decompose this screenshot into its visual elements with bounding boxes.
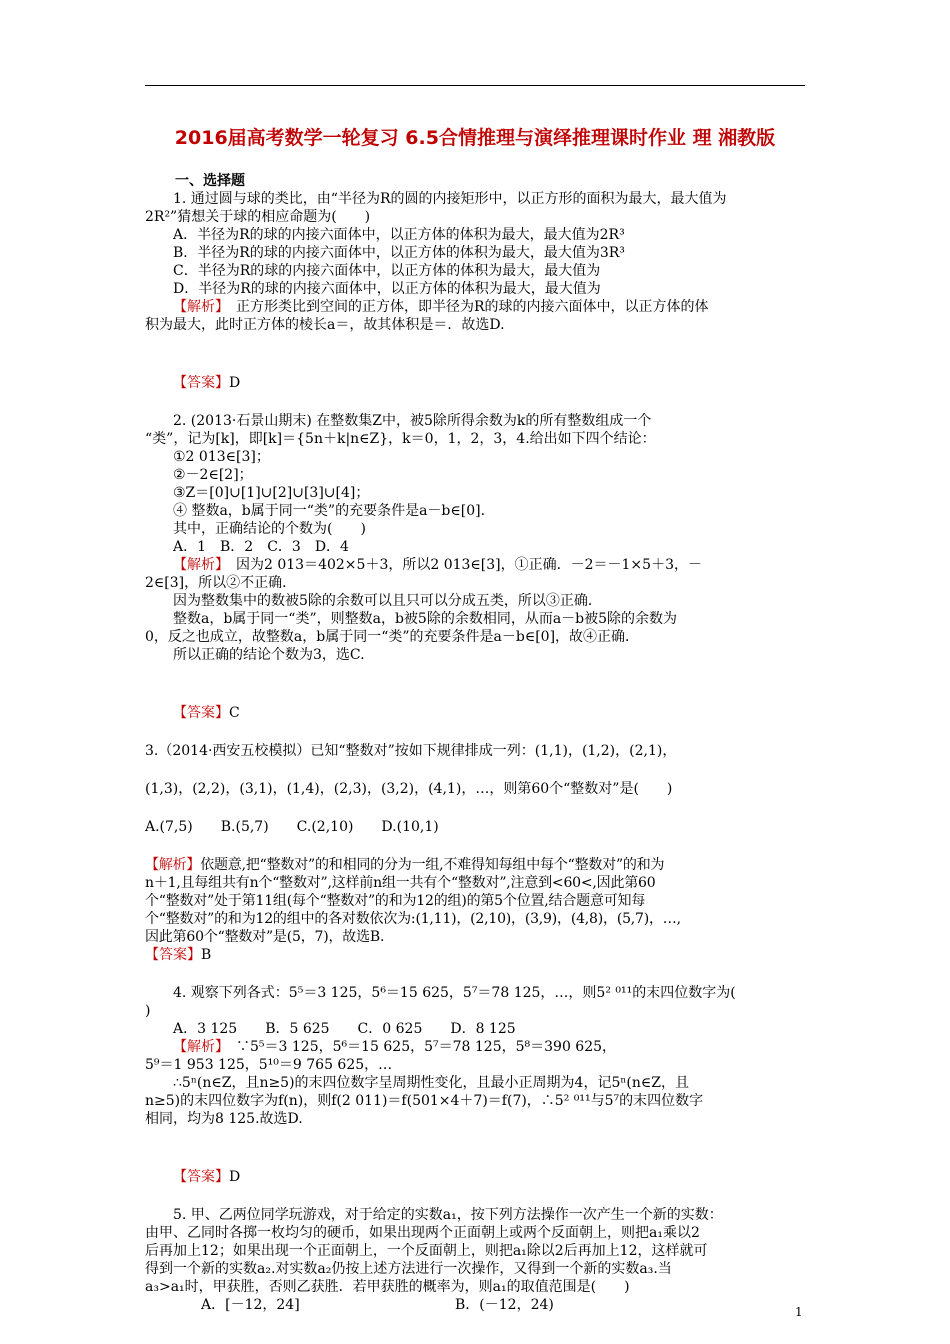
q5-stem-line4: 得到一个新的实数a₂.对实数a₂仍按上述方法进行一次操作，又得到一个新的实数a₃.当 [145,1261,672,1277]
q5-stem-line5: a₃>a₁时，甲获胜，否则乙获胜．若甲获胜的概率为，则a₁的取值范围是( ) [145,1279,630,1295]
q2-question: 其中，正确结论的个数为( ) [173,521,366,537]
q5-option-b: B．(－12，24) [455,1297,554,1313]
q3-analysis-line1: 【解析】依题意,把“整数对”的和相同的分为一组,不难得知每组中每个“整数对”的和为 [145,857,665,873]
q5-stem-line1: 5. 甲、乙两位同学玩游戏，对于给定的实数a₁，按下列方法操作一次产生一个新的实数： [173,1207,723,1223]
q2-claim-3: ③Z＝[0]∪[1]∪[2]∪[3]∪[4]； [173,485,370,501]
document-body [145,172,805,1314]
q3-analysis-line5: 因此第60个“整数对”是(5，7)，故选B. [145,929,385,945]
q4-answer: 【答案】D [173,1169,241,1185]
q2-claim-1: ①2 013∈[3]； [173,449,270,465]
section-heading: 一、选择题 [175,173,245,189]
q2-analysis-line2: 2∈[3]，所以②不正确． [145,575,297,591]
answer-label: 【答案】 [173,705,229,721]
q3-options: A.(7,5) B.(5,7) C.(2,10) D.(10,1) [145,819,439,835]
q2-answer: 【答案】C [173,705,240,721]
q1-option-a: A．半径为R的球的内接六面体中，以正方体的体积为最大，最大值为2R³ [173,227,625,243]
q1-stem-line1: 1. 通过圆与球的类比，由“半径为R的圆的内接矩形中，以正方形的面积为最大，最大值为 [173,191,727,207]
q4-analysis-line2: 5⁹＝1 953 125，5¹⁰＝9 765 625，… [145,1057,393,1073]
analysis-label: 【解析】 [173,557,222,573]
q5-stem-line2: 由甲、乙同时各掷一枚均匀的硬币，如果出现两个正面朝上或两个反面朝上，则把a₁乘以2 [145,1225,700,1241]
q2-analysis-line4: 整数a，b属于同一“类”，则整数a，b被5除的余数相同，从而a－b被5除的余数为 [173,611,678,627]
q1-analysis-line1: 【解析】 正方形类比到空间的正方体，即半径为R的球的内接六面体中，以正方体的体 [173,299,709,315]
q3-stem-line1: 3.（2014·西安五校模拟）已知“整数对”按如下规律排成一列：(1,1)，(1,2)，(2,1)， [145,743,677,759]
q2-claim-2: ②－2∈[2]； [173,467,253,483]
q3-stem-line2: (1,3)，(2,2)，(3,1)，(1,4)，(2,3)，(3,2)，(4,1)，…，则第60个“整数对”是( ) [145,781,673,797]
q1-answer: 【答案】D [173,375,241,391]
q2-options: A．1 B．2 C．3 D．4 [173,539,349,555]
q2-analysis-line3: 因为整数集中的数被5除的余数可以且只可以分成五类，所以③正确． [173,593,602,609]
q2-stem-line1: 2. (2013·石景山期末) 在整数集Z中，被5除所得余数为k的所有整数组成一个 [173,413,652,429]
q2-analysis-line1: 【解析】 因为2 013＝402×5＋3，所以2 013∈[3]，①正确．－2＝－1×5＋3，－ [173,557,702,573]
answer-label: 【答案】 [173,375,229,391]
analysis-label: 【解析】 [145,857,201,873]
q5-stem-line3: 后再加上12；如果出现一个正面朝上，一个反面朝上，则把a₁除以2后再加上12，这样就可 [145,1243,708,1259]
q2-stem-line2: “类”，记为[k]，即[k]＝{5n＋k|n∈Z}，k＝0，1，2，3，4.给出如下四个结论： [145,431,656,447]
q5-option-a: A．[－12，24] [201,1297,300,1313]
analysis-label: 【解析】 [173,1039,222,1055]
q4-stem-line2: ) [145,1003,151,1019]
q4-analysis-line4: n≥5)的末四位数字为f(n)，则f(2 011)＝f(501×4＋7)＝f(7)，∴5² ⁰¹¹与5⁷的末四位数字 [145,1093,704,1109]
answer-label: 【答案】 [173,1169,229,1185]
header-rule [145,85,805,86]
q3-analysis-line4: 个“整数对”的和为12的组中的各对数依次为:(1,11)，(2,10)，(3,9)，(4,8)，(5,7)，…, [145,911,681,927]
q3-answer: 【答案】B [145,947,212,963]
q2-analysis-line6: 所以正确的结论个数为3，选C. [173,647,365,663]
q2-analysis-line5: 0，反之也成立，故整数a，b属于同一“类”的充要条件是a－b∈[0]，故④正确． [145,629,640,645]
q1-analysis-line2: 积为最大，此时正方体的棱长a＝，故其体积是＝．故选D. [145,317,505,333]
q4-stem-line1: 4. 观察下列各式：5⁵＝3 125，5⁶＝15 625，5⁷＝78 125，…，则5² ⁰¹¹的末四位数字为( [173,985,736,1001]
q1-option-b: B．半径为R的球的内接六面体中，以正方体的体积为最大，最大值为3R³ [173,245,625,261]
q3-analysis-line3: 个“整数对”处于第11组(每个“整数对”的和为12的组)的第5个位置,结合题意可知每 [145,893,646,909]
analysis-label: 【解析】 [173,299,222,315]
q4-analysis-line3: ∴5ⁿ(n∈Z，且n≥5)的末四位数字呈周期性变化，且最小正周期为4，记5ⁿ(n∈Z，且 [173,1075,689,1091]
answer-label: 【答案】 [145,947,201,963]
q1-option-c: C．半径为R的球的内接六面体中，以正方体的体积为最大，最大值为 [173,263,601,279]
q4-analysis-line1: 【解析】 ∵5⁵＝3 125，5⁶＝15 625，5⁷＝78 125，5⁸＝390 625， [173,1039,617,1055]
q1-option-d: D．半径为R的球的内接六面体中，以正方体的体积为最大，最大值为 [173,281,601,297]
page-number: 1 [795,1305,803,1319]
q1-stem-line2: 2R²”猜想关于球的相应命题为( ) [145,209,371,225]
q4-analysis-line5: 相同，均为8 125.故选D. [145,1111,303,1127]
q5-options [145,1296,805,1314]
q4-options: A．3 125 B．5 625 C．0 625 D．8 125 [173,1021,516,1037]
document-title: 2016届高考数学一轮复习 6.5合情推理与演绎推理课时作业 理 湘教版 [174,127,776,149]
q3-analysis-line2: n＋1,且每组共有n个“整数对”,这样前n组一共有个“整数对”,注意到<60<,因此第60 [145,875,656,891]
q2-claim-4: ④ 整数a，b属于同一“类”的充要条件是a－b∈[0]. [173,503,486,519]
